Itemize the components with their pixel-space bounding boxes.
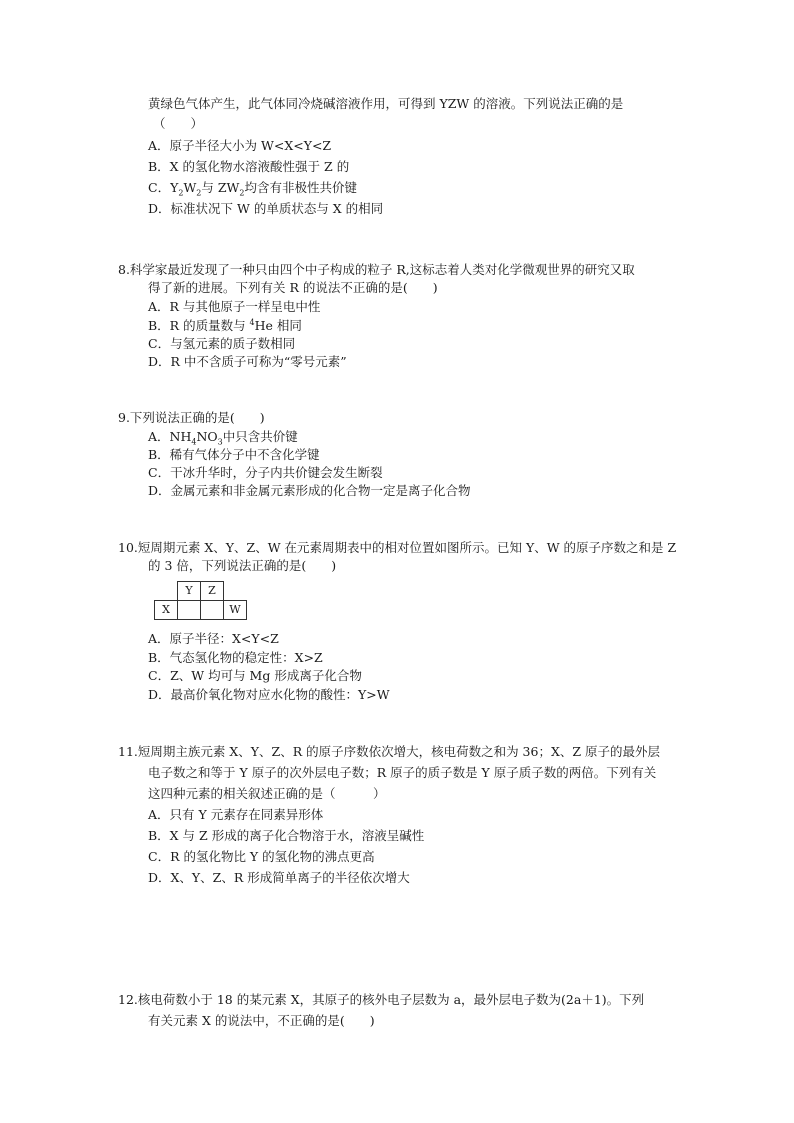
q7-option-b: B．X 的氢化物水溶液酸性强于 Z 的: [148, 159, 350, 174]
q11-option-d: D．X、Y、Z、R 形成简单离子的半径依次增大: [148, 870, 410, 885]
table-cell: [224, 582, 247, 601]
q8-option-c: C．与氢元素的质子数相同: [148, 336, 296, 351]
q11-option-c: C．R 的氢化物比 Y 的氢化物的沸点更高: [148, 849, 375, 864]
table-cell: X: [155, 601, 178, 620]
periodic-table-fragment: [154, 581, 247, 620]
q9-stem-line: 9.下列说法正确的是( ): [118, 410, 265, 425]
q7-option-d: D．标准状况下 W 的单质状态与 X 的相同: [148, 201, 384, 216]
q7-option-c: C．$Y_2W_2$与 $ZW_2$均含有非极性共价键: [148, 180, 358, 198]
q8-option-b: B．R 的质量数与 $^4$He 相同: [148, 317, 302, 333]
q10-stem-line-2: 的 3 倍，下列说法正确的是( ): [148, 558, 337, 573]
q11-stem-line-2: 电子数之和等于 Y 原子的次外层电子数；R 原子的质子数是 Y 原子质子数的两倍。下列有关: [148, 765, 657, 780]
table-cell: [201, 601, 224, 620]
q7-stem-line: 黄绿色气体产生，此气体同冷烧碱溶液作用，可得到 YZW 的溶液。下列说法正确的是: [148, 96, 624, 111]
q8-stem-line-1: 8.科学家最近发现了一种只由四个中子构成的粒子 R,这标志着人类对化学微观世界的研究又取: [118, 262, 635, 277]
table-cell: [178, 601, 201, 620]
q10-option-c: C．Z、W 均可与 Mg 形成离子化合物: [148, 668, 362, 683]
table-cell: [155, 582, 178, 601]
q10-option-b: B．气态氢化物的稳定性：X>Z: [148, 650, 323, 665]
q11-stem-line-1: 11.短周期主族元素 X、Y、Z、R 的原子序数依次增大，核电荷数之和为 36；X、Z 原子的最外层: [118, 744, 661, 759]
q9-option-a: A．$NH_4NO_3$中只含共价键: [148, 429, 298, 447]
q11-option-a: A．只有 Y 元素存在同素异形体: [148, 807, 324, 822]
q10-option-d: D．最高价氧化物对应水化物的酸性：Y>W: [148, 687, 390, 702]
q9-option-d: D．金属元素和非金属元素形成的化合物一定是离子化合物: [148, 483, 471, 498]
q10-stem-line-1: 10.短周期元素 X、Y、Z、W 在元素周期表中的相对位置如图所示。已知 Y、W 的原子序数之和是 Z: [118, 540, 677, 555]
table-cell: W: [224, 601, 247, 620]
q10-option-a: A．原子半径：X<Y<Z: [148, 631, 279, 646]
q11-stem-line-3: 这四种元素的相关叙述正确的是（ ）: [148, 786, 386, 801]
table-cell: Y: [178, 582, 201, 601]
q12-stem-line-2: 有关元素 X 的说法中，不正确的是( ): [148, 1013, 375, 1028]
table-row: [155, 582, 247, 601]
q7-answer-bracket: （ ）: [153, 116, 204, 131]
table-row: [155, 601, 247, 620]
q9-option-b: B．稀有气体分子中不含化学键: [148, 447, 320, 462]
q7-option-a: A．原子半径大小为 W<X<Y<Z: [148, 138, 332, 153]
table-cell: Z: [201, 582, 224, 601]
q9-option-c: C．干冰升华时，分子内共价键会发生断裂: [148, 465, 383, 480]
q8-stem-line-2: 得了新的进展。下列有关 R 的说法不正确的是( ): [148, 280, 438, 295]
q12-stem-line-1: 12.核电荷数小于 18 的某元素 X，其原子的核外电子层数为 a，最外层电子数为(2a＋1)。下列: [118, 992, 645, 1007]
q11-option-b: B．X 与 Z 形成的离子化合物溶于水，溶液呈碱性: [148, 828, 425, 843]
q8-option-a: A．R 与其他原子一样呈电中性: [148, 299, 321, 314]
q8-option-d: D．R 中不含质子可称为“零号元素”: [148, 354, 347, 369]
